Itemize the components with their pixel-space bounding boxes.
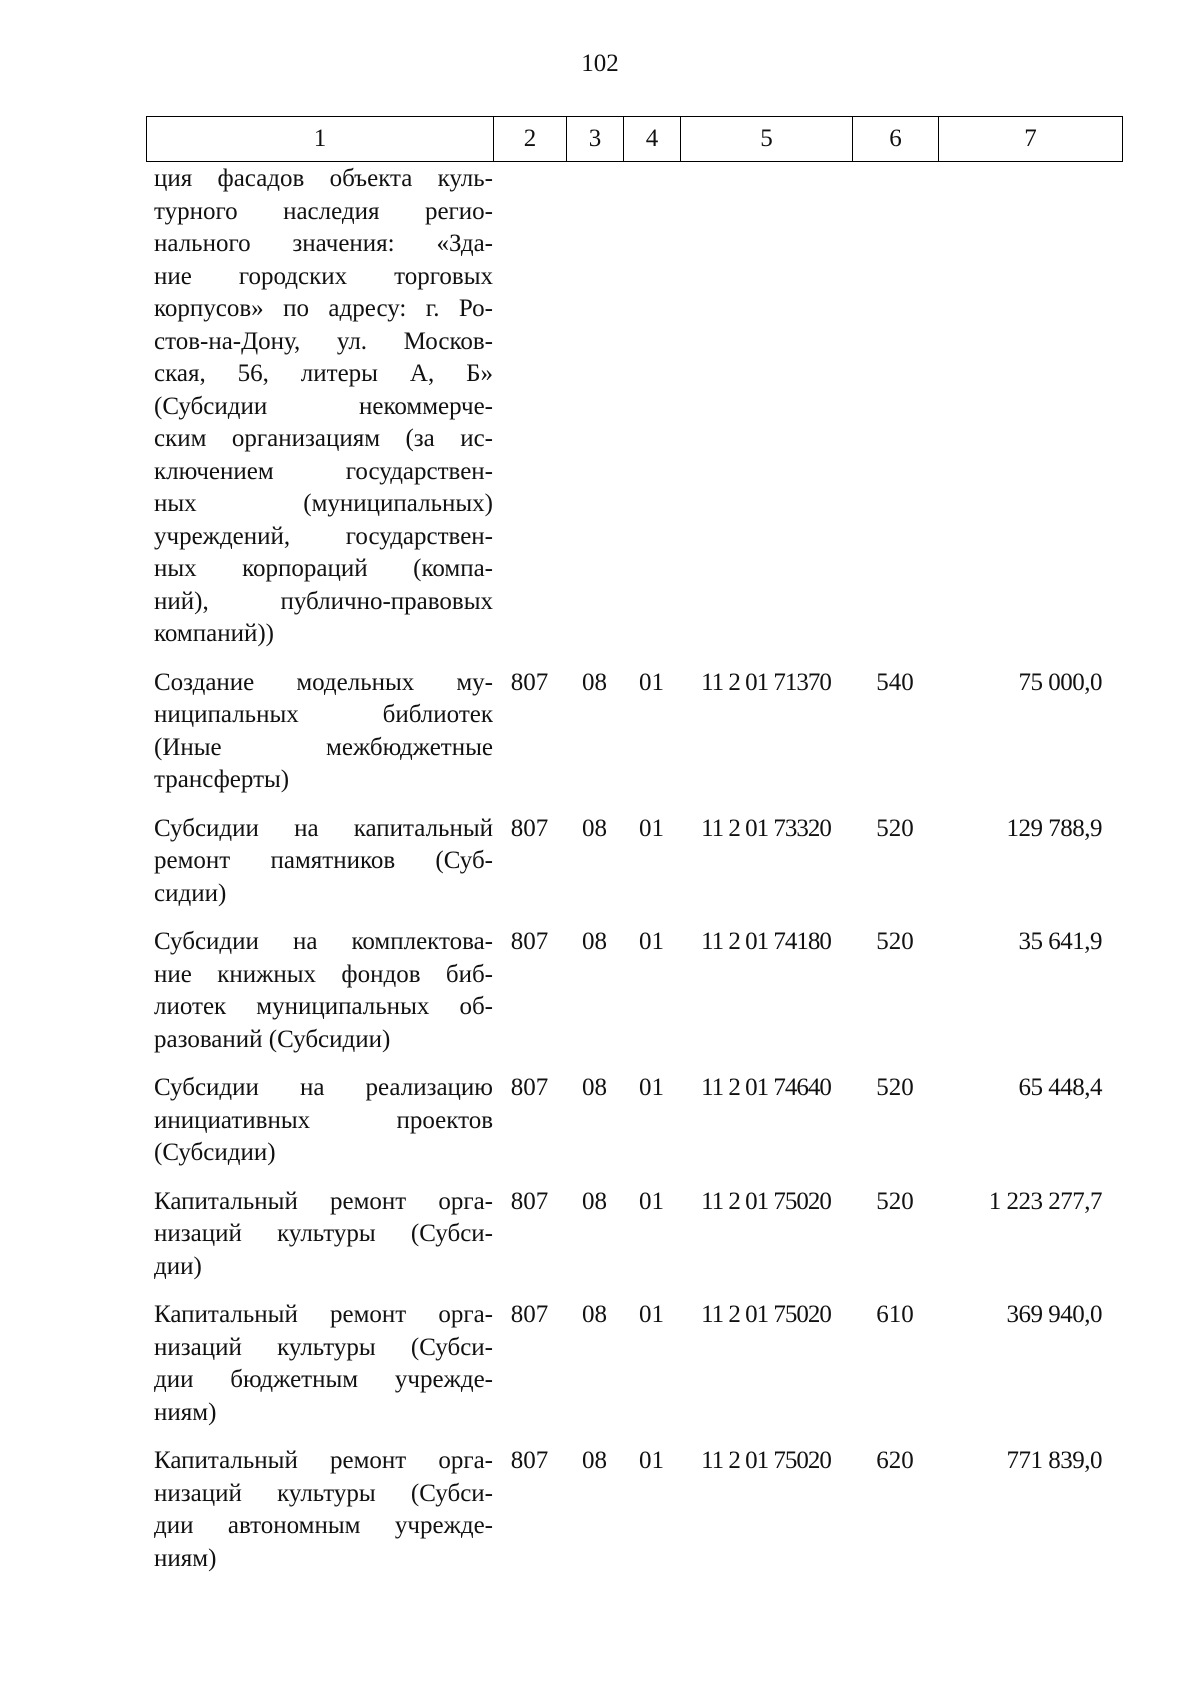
row-description: [154, 667, 493, 797]
description-line: корпусов» по адресу: г. Ро-: [154, 295, 493, 322]
description-line: ний), публично-правовых: [154, 587, 493, 615]
header-col-1: 1: [147, 117, 494, 162]
description-line: (Иные межбюджетные: [154, 733, 493, 761]
amount: 771 839,0: [1006, 1447, 1102, 1474]
section-code: 08: [582, 1187, 607, 1215]
row-description: [154, 1445, 493, 1575]
ministry-code: 807: [510, 668, 549, 696]
table-row: [154, 813, 1122, 911]
description-line: турного наследия регио-: [154, 197, 493, 225]
description-line: ключением государствен-: [154, 457, 493, 485]
description-line: инициативных проектов: [154, 1106, 493, 1134]
ministry-code: 807: [510, 1187, 549, 1215]
row-description: [154, 1299, 493, 1429]
subsection-code: 01: [639, 814, 664, 842]
header-col-2: 2: [494, 117, 567, 162]
section-code: 08: [582, 1447, 607, 1474]
description-line: Субсидии на капитальный: [154, 814, 493, 842]
expense-type-code: 620: [876, 1447, 914, 1474]
description-line: ремонт памятников (Суб-: [154, 847, 493, 874]
description-line: сидии): [154, 879, 227, 907]
row-description: [154, 1186, 493, 1284]
description-line: ниям): [154, 1544, 217, 1572]
ministry-code: 807: [510, 1074, 549, 1101]
header-row: [147, 117, 1123, 162]
description-line: ных (муниципальных): [154, 490, 493, 517]
expense-type-code: 520: [876, 814, 914, 842]
description-line: учреждений, государствен-: [154, 522, 493, 550]
description-line: стов-на-Дону, ул. Москов-: [154, 327, 493, 355]
header-col-6: 6: [853, 117, 939, 162]
description-line: ция фасадов объекта куль-: [154, 165, 493, 192]
row-description: [154, 813, 493, 911]
amount: 35 641,9: [1018, 928, 1102, 955]
section-code: 08: [582, 1074, 607, 1101]
row-description: [154, 926, 493, 1056]
target-article-code: 11 2 01 71370: [701, 668, 831, 696]
description-line: ных корпораций (компа-: [154, 555, 493, 582]
description-line: разований (Субсидии): [154, 1025, 391, 1053]
description-line: Капитальный ремонт орга-: [154, 1447, 493, 1474]
ministry-code: 807: [510, 928, 549, 955]
section-code: 08: [582, 928, 607, 955]
description-line: низаций культуры (Субси-: [154, 1220, 493, 1247]
table-row: [154, 1072, 1122, 1170]
section-code: 08: [582, 668, 607, 696]
description-line: ниям): [154, 1398, 217, 1426]
header-col-7: 7: [939, 117, 1123, 162]
header-col-3: 3: [567, 117, 624, 162]
expense-type-code: 520: [876, 928, 914, 955]
header-col-4: 4: [624, 117, 681, 162]
row-description: [154, 1072, 493, 1170]
header-col-5: 5: [681, 117, 853, 162]
description-line: Создание модельных му-: [154, 668, 493, 696]
table-row: [154, 1445, 1122, 1575]
amount: 65 448,4: [1018, 1074, 1102, 1101]
amount: 1 223 277,7: [988, 1187, 1102, 1215]
description-line: Капитальный ремонт орга-: [154, 1187, 493, 1215]
description-line: Капитальный ремонт орга-: [154, 1301, 493, 1328]
table-header: [146, 116, 1123, 162]
description-line: ниципальных библиотек: [154, 701, 493, 728]
ministry-code: 807: [510, 814, 549, 842]
table-body: [154, 166, 1122, 1591]
target-article-code: 11 2 01 74180: [701, 928, 831, 955]
description-line: нального значения: «Зда-: [154, 230, 493, 257]
description-line: ским организациям (за ис-: [154, 425, 493, 452]
description-line: ние книжных фондов биб-: [154, 960, 493, 988]
description-line: (Субсидии): [154, 1139, 276, 1166]
expense-type-code: 610: [876, 1301, 914, 1328]
description-line: дии автономным учрежде-: [154, 1512, 493, 1539]
description-line: Субсидии на комплектова-: [154, 928, 493, 955]
expense-type-code: 540: [876, 668, 914, 696]
description-line: дии бюджетным учрежде-: [154, 1366, 493, 1393]
page-number: 102: [581, 50, 619, 77]
section-code: 08: [582, 1301, 607, 1328]
ministry-code: 807: [510, 1447, 549, 1474]
subsection-code: 01: [639, 1301, 664, 1328]
ministry-code: 807: [510, 1301, 549, 1328]
target-article-code: 11 2 01 73320: [701, 814, 831, 842]
description-line: низаций культуры (Субси-: [154, 1333, 493, 1361]
target-article-code: 11 2 01 75020: [701, 1447, 831, 1474]
amount: 369 940,0: [1006, 1301, 1102, 1328]
description-line: низаций культуры (Субси-: [154, 1479, 493, 1507]
table-row: [154, 926, 1122, 1056]
subsection-code: 01: [639, 1074, 664, 1101]
target-article-code: 11 2 01 75020: [701, 1301, 831, 1328]
description-line: (Субсидии некоммерче-: [154, 392, 493, 420]
description-line: трансферты): [154, 766, 290, 793]
subsection-code: 01: [639, 668, 664, 696]
table-row: [154, 1186, 1122, 1284]
row-description: [154, 163, 493, 651]
amount: 75 000,0: [1018, 668, 1102, 696]
description-line: дии): [154, 1252, 202, 1280]
table-row: [154, 163, 1122, 651]
target-article-code: 11 2 01 74640: [701, 1074, 831, 1101]
amount: 129 788,9: [1006, 814, 1102, 842]
expense-type-code: 520: [876, 1074, 914, 1101]
subsection-code: 01: [639, 1447, 664, 1474]
subsection-code: 01: [639, 928, 664, 955]
description-line: ние городских торговых: [154, 262, 493, 290]
description-line: лиотек муниципальных об-: [154, 993, 493, 1020]
table-row: [154, 1299, 1122, 1429]
target-article-code: 11 2 01 75020: [701, 1187, 831, 1215]
expense-type-code: 520: [876, 1187, 914, 1215]
table-row: [154, 667, 1122, 797]
description-line: ская, 56, литеры А, Б»: [154, 360, 493, 387]
subsection-code: 01: [639, 1187, 664, 1215]
section-code: 08: [582, 814, 607, 842]
description-line: компаний)): [154, 620, 274, 647]
description-line: Субсидии на реализацию: [154, 1074, 493, 1101]
